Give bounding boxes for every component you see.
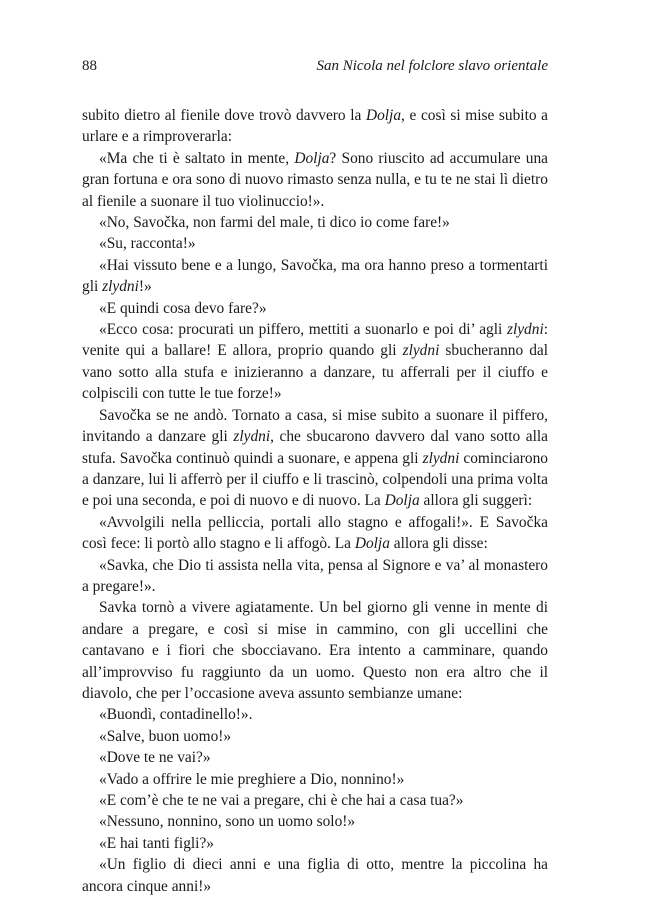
text-run: «E hai tanti figli?» (99, 834, 214, 852)
text-run: «Ecco cosa: procurati un piffero, mettiti a suonarlo e poi di’ agli (99, 321, 507, 339)
text-run: : venite qui a ballare! E allora, proprio quando gli (82, 321, 548, 360)
text-run: «Un figlio di dieci anni e una figlia di otto, mentre la piccolina ha ancora cinque anni!» (82, 856, 548, 895)
italic-term: zlydni (102, 278, 139, 296)
text-run: , che sbucarono davvero dal vano sotto alla stufa. Savočka continuò quindi a suonare, e appena gli (82, 428, 548, 467)
paragraph (82, 833, 548, 854)
paragraph (82, 555, 548, 598)
text-run: «Ma che ti è saltato in mente, (99, 149, 295, 167)
text-run: «Su, racconta!» (99, 235, 196, 253)
italic-term: Dolja (384, 492, 420, 510)
text-run: subito dietro al fienile dove trovò davvero la (82, 107, 366, 124)
paragraph (82, 854, 548, 897)
paragraph (82, 212, 548, 233)
text-run: «Savka, che Dio ti assista nella vita, pensa al Signore e va’ al monastero a pregare!». (82, 556, 548, 595)
text-run: Savka tornò a vivere agiatamente. Un bel giorno gli venne in mente di andare a pregare, e così si mise in cammino, con gli uccellini che cantavano e i fiori che sbocciavano. Era intento a camminare, quando all’improvviso fu raggiunto da un uomo. Questo non era altro che il diavolo, che per l’occasione aveva assunto sembianze umane: (82, 599, 548, 702)
running-title: San Nicola nel folclore slavo orientale (316, 58, 548, 74)
text-run: Savočka se ne andò. Tornato a casa, si mise subito a suonare il piffero, invitando a danzare gli (82, 406, 548, 446)
text-run: «E com’è che te ne vai a pregare, chi è che hai a casa tua?» (99, 792, 464, 809)
text-run: «Dove te ne vai?» (99, 749, 211, 767)
text-run: allora gli disse: (389, 535, 488, 553)
italic-term: zlydni (402, 342, 440, 360)
paragraph (82, 148, 548, 212)
italic-term: zlydni (506, 321, 544, 339)
text-run: cominciarono a danzare, lui li afferrò per il ciuffo e li trascinò, colpendoli una prima volta e poi una seconda, e poi di nuovo e di nuovo. La (82, 449, 548, 510)
paragraph (82, 811, 548, 832)
text-run: «No, Savočka, non farmi del male, ti dico io come fare!» (99, 214, 450, 232)
paragraph (82, 105, 548, 148)
running-head (82, 56, 548, 76)
italic-term: Dolja (354, 535, 390, 553)
text-run: «Buondì, contadinello!». (99, 706, 253, 724)
text-run: «Salve, buon uomo!» (99, 727, 232, 745)
paragraph (82, 405, 548, 512)
text-run: «Avvolgili nella pelliccia, portali allo stagno e affogali!». E Savočka così fece: li portò allo stagno e li affogò. La (82, 513, 548, 553)
text-run: !» (138, 278, 152, 296)
text-run: «Nessuno, nonnino, sono un uomo solo!» (99, 813, 356, 831)
italic-term: zlydni (422, 449, 460, 467)
text-run: sbucheranno dal vano sotto alla stufa e inizieranno a danzare, tu afferrali per il ciuffo e colpiscili con tutte le tue forze!» (82, 342, 548, 403)
page-number: 88 (82, 58, 97, 74)
paragraph (82, 597, 548, 704)
text-run: «Hai vissuto bene e a lungo, Savočka, ma ora hanno preso a tormentarti gli (82, 256, 548, 296)
text-run: «E quindi cosa devo fare?» (99, 299, 267, 317)
italic-term: Dolja (294, 149, 330, 167)
italic-term: Dolja (365, 107, 402, 124)
paragraph (82, 298, 548, 319)
paragraph (82, 512, 548, 555)
paragraph (82, 790, 548, 811)
text-run: , e così si mise subito a urlare e a rimproverarla: (82, 107, 548, 146)
text-run: «Vado a offrire le mie preghiere a Dio, nonnino!» (99, 770, 405, 788)
italic-term: zlydni (233, 428, 271, 446)
paragraph (82, 769, 548, 790)
paragraph (82, 704, 548, 725)
paragraph (82, 319, 548, 405)
paragraph (82, 233, 548, 254)
paragraph (82, 255, 548, 298)
paragraph (82, 726, 548, 747)
text-run: ? Sono riuscito ad accumulare una gran fortuna e ora sono di nuovo rimasto senza nulla, e tu te ne stai lì dietro al fienile a suonare il tuo violinuccio!». (82, 149, 549, 210)
body-text (82, 105, 548, 897)
paragraph (82, 747, 548, 768)
text-run: allora gli suggerì: (419, 492, 533, 510)
